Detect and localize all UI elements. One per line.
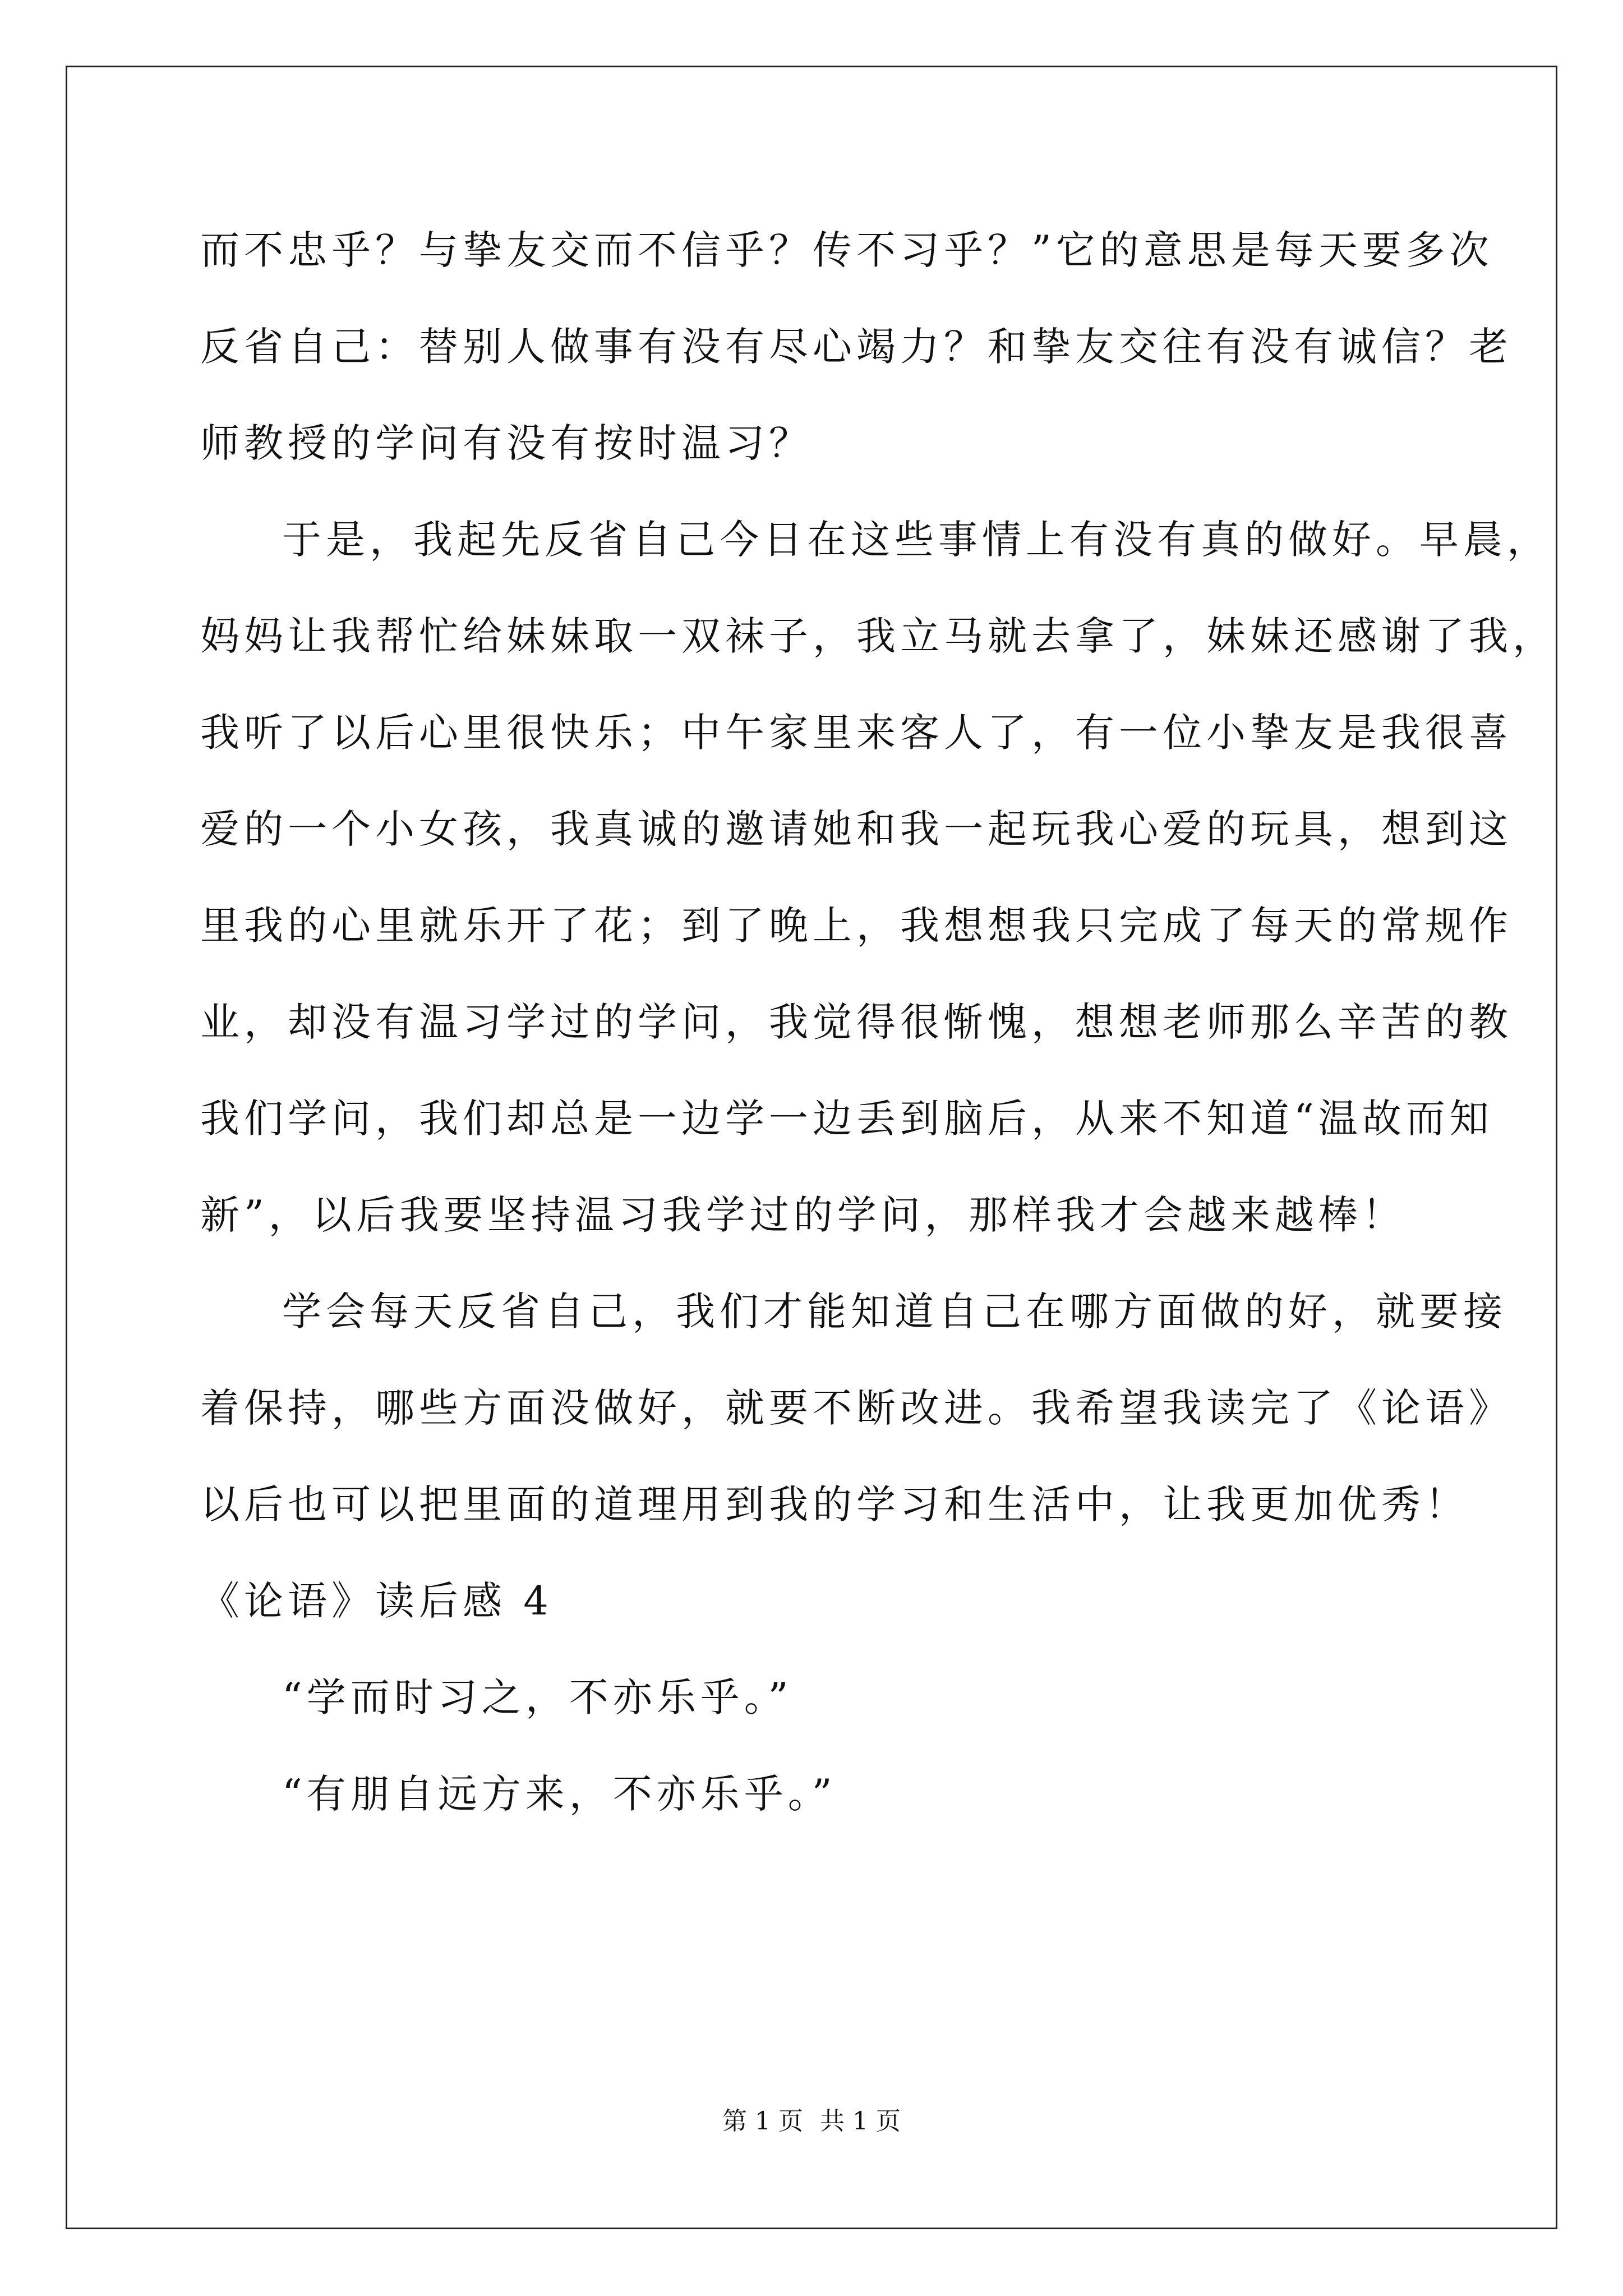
text-line: 反省自己：替别人做事有没有尽心竭力？和挚友交往有没有诚信？老: [200, 324, 1513, 370]
text-line: 妈妈让我帮忙给妹妹取一双袜子，我立马就去拿了，妹妹还感谢了我，: [200, 613, 1556, 659]
text-line: 师教授的学问有没有按时温习？: [200, 420, 813, 466]
text-line: 于是，我起先反省自己今日在这些事情上有没有真的做好。早晨，: [282, 517, 1551, 563]
text-line: 新”，以后我要坚持温习我学过的学问，那样我才会越来越棒！: [200, 1192, 1406, 1238]
section-heading: 《论语》读后感 4: [200, 1578, 553, 1624]
text-line: 而不忠乎？与挚友交而不信乎？传不习乎？”它的意思是每天要多次: [200, 227, 1493, 273]
quote-line: “有朋自远方来，不亦乐乎。”: [282, 1771, 837, 1817]
paragraph-2: [200, 491, 1556, 1263]
text-line: 我们学问，我们却总是一边学一边丢到脑后，从来不知道“温故而知: [200, 1096, 1493, 1142]
document-body: [200, 202, 1556, 1842]
page-number-current: 第 1 页: [722, 2107, 803, 2136]
quote-line: “学而时习之，不亦乐乎。”: [282, 1674, 793, 1720]
text-line: 以后也可以把里面的道理用到我的学习和生活中，让我更加优秀！: [200, 1481, 1469, 1527]
text-line: 爱的一个小女孩，我真诚的邀请她和我一起玩我心爱的玩具，想到这: [200, 806, 1513, 852]
text-line: 里我的心里就乐开了花；到了晚上，我想想我只完成了每天的常规作: [200, 903, 1513, 949]
page-footer: [0, 2105, 1623, 2138]
text-line: 我听了以后心里很快乐；中午家里来客人了，有一位小挚友是我很喜: [200, 710, 1513, 756]
text-line: 学会每天反省自己，我们才能知道自己在哪方面做的好，就要接: [282, 1289, 1507, 1335]
paragraph-3: [200, 1263, 1513, 1553]
text-line: 业，却没有温习学过的学问，我觉得很惭愧，想想老师那么辛苦的教: [200, 999, 1513, 1045]
page-number-total: 共 1 页: [820, 2107, 901, 2136]
paragraph-1: [200, 202, 1513, 491]
text-line: 着保持，哪些方面没做好，就要不断改进。我希望我读完了《论语》: [200, 1385, 1513, 1431]
